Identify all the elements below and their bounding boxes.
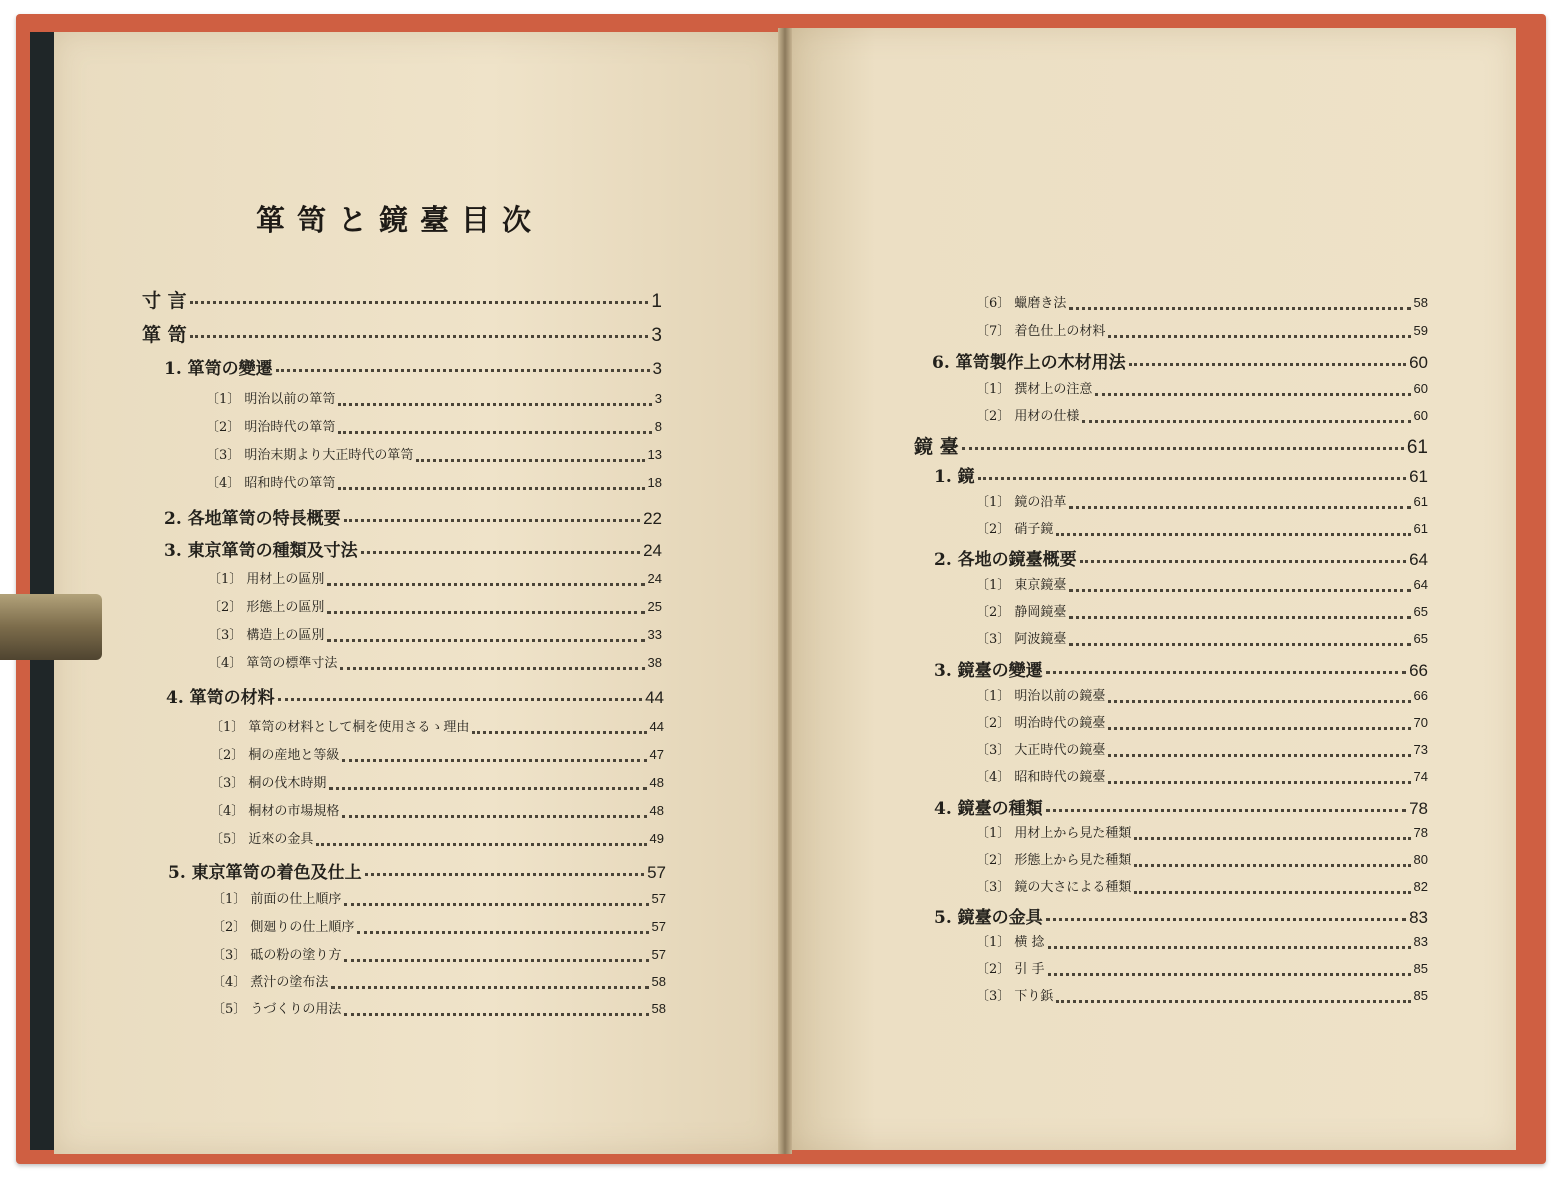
toc-entry-label: 1. 鏡 [934,467,975,487]
toc-entry-page: 65 [1413,604,1428,619]
toc-entry-page: 57 [651,919,666,934]
toc-entry-label: 〔3〕 桐の伐木時期 [210,776,327,791]
toc-entry [976,849,1428,873]
toc-leader [365,873,644,876]
toc-entry-page: 25 [647,599,662,614]
page-clip [0,594,102,660]
toc-leader [344,1013,648,1016]
toc-entry [210,772,664,796]
toc-entry [976,958,1428,982]
toc-entry [934,462,1428,486]
toc-leader [342,759,646,762]
toc-entry [164,354,662,378]
toc-entry-label: 2. 各地箪笥の特長概要 [164,509,341,529]
toc-entry-page: 57 [651,891,666,906]
toc-entry [934,794,1428,818]
toc-leader [357,931,648,934]
toc-entry-label: 〔5〕 うづくりの用法 [212,1002,342,1017]
toc-entry-page: 18 [647,475,662,490]
toc-entry-page: 48 [649,775,664,790]
toc-entry-label: 〔7〕 着色仕上の材料 [976,324,1106,339]
toc-entry-page: 64 [1409,550,1428,569]
toc-entry-label: 〔2〕 硝子鏡 [976,522,1054,537]
toc-entry-page: 64 [1413,577,1428,592]
toc-entry-page: 66 [1413,688,1428,703]
toc-entry [206,472,662,496]
toc-entry-page: 1 [651,291,662,312]
toc-entry-label: 〔1〕 用材上から見た種類 [976,826,1132,841]
toc-entry-label: 〔1〕 用材上の區別 [208,572,325,587]
toc-entry-label: 〔1〕 鏡の沿革 [976,495,1067,510]
toc-entry [208,652,662,676]
toc-leader [1108,727,1410,730]
toc-leader [1108,781,1410,784]
toc-entry [976,685,1428,709]
toc-entry-label: 〔1〕 東京鏡臺 [976,578,1067,593]
toc-entry [212,916,666,940]
toc-entry-page: 3 [651,325,662,346]
toc-entry-label: 〔1〕 撰材上の注意 [976,382,1093,397]
toc-entry [206,388,662,412]
toc-entry-label: 〔4〕 昭和時代の箪笥 [206,476,336,491]
toc-leader [962,447,1404,450]
toc-entry [208,596,662,620]
toc-leader [190,335,649,338]
toc-entry-label: 〔2〕 側廻りの仕上順序 [212,920,355,935]
toc-entry [212,971,666,995]
toc-entry-page: 58 [651,1001,666,1016]
toc-leader [1069,506,1410,509]
toc-leader [278,698,642,701]
toc-entry-label: 〔1〕 前面の仕上順序 [212,892,342,907]
toc-leader [1046,671,1406,674]
toc-entry [976,628,1428,652]
toc-entry-label: 〔2〕 桐の産地と等級 [210,748,340,763]
toc-entry-label: 〔3〕 大正時代の鏡臺 [976,743,1106,758]
toc-entry-page: 61 [1406,437,1428,458]
toc-leader [1134,891,1410,894]
toc-entry-page: 49 [649,831,664,846]
toc-leader [331,986,648,989]
toc-entry-page: 3 [652,359,662,378]
toc-entry-page: 59 [1413,323,1428,338]
toc-entry [142,286,662,310]
toc-entry-label: 〔6〕 蠟磨き法 [976,296,1067,311]
toc-entry [210,800,664,824]
toc-entry [976,491,1428,515]
toc-leader [1069,589,1410,592]
toc-entry-label: 〔1〕 箪笥の材料として桐を使用さるゝ理由 [210,720,470,735]
toc-entry [976,405,1428,429]
toc-leader [1056,533,1410,536]
toc-leader [1080,560,1406,563]
toc-entry-page: 58 [1413,295,1428,310]
toc-entry-page: 60 [1413,381,1428,396]
toc-leader [1082,420,1410,423]
toc-entry-page: 83 [1413,934,1428,949]
toc-leader [1046,918,1406,921]
toc-entry-label: 〔2〕 形態上の區別 [208,600,325,615]
toc-entry-label: 箪 笥 [142,324,187,346]
toc-entry-label: 〔2〕 用材の仕様 [976,409,1080,424]
toc-entry-label: 〔3〕 砥の粉の塗り方 [212,948,342,963]
toc-leader [327,583,644,586]
toc-entry-label: 〔2〕 明治時代の鏡臺 [976,716,1106,731]
toc-entry-label: 〔1〕 明治以前の箪笥 [206,392,336,407]
toc-entry [976,601,1428,625]
toc-leader [978,477,1406,480]
toc-entry-label: 5. 東京箪笥の着色及仕上 [168,863,362,883]
toc-entry-label: 〔4〕 煮汁の塗布法 [212,975,329,990]
toc-entry-page: 61 [1409,467,1428,486]
toc-entry [976,712,1428,736]
toc-entry-label: 6. 箪笥製作上の木材用法 [932,353,1126,373]
toc-entry [976,822,1428,846]
toc-leader [1069,643,1410,646]
toc-entry-page: 82 [1413,879,1428,894]
toc-entry [208,624,662,648]
toc-entry-label: 〔3〕 鏡の大さによる種類 [976,880,1132,895]
toc-entry-page: 47 [649,747,664,762]
toc-entry-page: 38 [647,655,662,670]
toc-entry [976,378,1428,402]
toc-entry [212,944,666,968]
toc-entry-page: 74 [1413,769,1428,784]
toc-entry [976,985,1428,1009]
toc-entry [166,683,664,707]
toc-entry [976,739,1428,763]
toc-leader [1108,700,1410,703]
toc-entry-label: 3. 東京箪笥の種類及寸法 [164,541,358,561]
toc-entry-label: 〔1〕 横 捻 [976,935,1045,950]
toc-leader [316,843,646,846]
toc-entry [976,292,1428,316]
toc-entry-label: 2. 各地の鏡臺概要 [934,550,1077,570]
page-gutter [778,28,792,1154]
toc-entry-label: 〔1〕 明治以前の鏡臺 [976,689,1106,704]
toc-entry-label: 〔4〕 箪笥の標準寸法 [208,656,338,671]
page-title: 箪笥と鏡臺目次 [256,203,544,237]
toc-leader [1108,754,1410,757]
toc-entry-page: 85 [1413,961,1428,976]
toc-entry-page: 3 [654,391,662,406]
toc-entry [164,504,662,528]
toc-entry-page: 73 [1413,742,1428,757]
toc-leader [190,301,649,304]
toc-entry-page: 83 [1409,908,1428,927]
toc-leader [344,959,648,962]
toc-entry [212,998,666,1022]
toc-leader [327,611,644,614]
toc-entry [142,320,662,344]
toc-entry [210,716,664,740]
toc-entry [976,518,1428,542]
toc-entry-label: 3. 鏡臺の變遷 [934,661,1043,681]
toc-entry-page: 61 [1413,494,1428,509]
toc-entry-page: 80 [1413,852,1428,867]
toc-leader [1056,1000,1410,1003]
toc-leader [416,459,644,462]
toc-entry-label: 鏡 臺 [914,436,959,458]
toc-entry-page: 13 [647,447,662,462]
toc-entry-page: 78 [1409,799,1428,818]
toc-entry [976,931,1428,955]
toc-leader [327,639,644,642]
toc-entry-label: 4. 鏡臺の種類 [934,799,1043,819]
toc-entry [168,858,666,882]
toc-entry-label: 〔3〕 阿波鏡臺 [976,632,1067,647]
toc-entry [976,766,1428,790]
toc-leader [344,519,640,522]
toc-leader [338,431,651,434]
toc-entry-page: 65 [1413,631,1428,646]
toc-leader [1129,363,1406,366]
toc-leader [1108,335,1410,338]
toc-entry-label: 〔2〕 形態上から見た種類 [976,853,1132,868]
toc-entry [932,348,1428,372]
toc-entry [210,828,664,852]
toc-leader [329,787,646,790]
toc-entry-page: 58 [651,974,666,989]
toc-leader [361,551,640,554]
toc-entry-page: 66 [1409,661,1428,680]
toc-entry [212,888,666,912]
toc-entry [934,903,1428,927]
toc-entry [976,574,1428,598]
toc-entry-page: 60 [1413,408,1428,423]
toc-entry-page: 78 [1413,825,1428,840]
toc-leader [276,369,650,372]
toc-leader [342,815,646,818]
toc-entry-label: 〔2〕 引 手 [976,962,1045,977]
toc-entry-page: 48 [649,803,664,818]
toc-entry-label: 〔3〕 下り鋲 [976,989,1054,1004]
toc-leader [1095,393,1410,396]
toc-entry-page: 22 [643,509,662,528]
toc-entry-page: 57 [647,863,666,882]
toc-entry-page: 33 [647,627,662,642]
toc-entry-page: 60 [1409,353,1428,372]
toc-leader [1069,307,1410,310]
toc-leader [1048,973,1411,976]
toc-entry [206,444,662,468]
toc-entry-label: 4. 箪笥の材料 [166,688,275,708]
toc-leader [1046,809,1406,812]
toc-entry-page: 24 [647,571,662,586]
toc-entry-page: 8 [654,419,662,434]
toc-entry-label: 〔4〕 昭和時代の鏡臺 [976,770,1106,785]
toc-entry-label: 〔3〕 構造上の區別 [208,628,325,643]
toc-leader [344,903,648,906]
toc-entry [210,744,664,768]
toc-leader [340,667,644,670]
toc-entry [208,568,662,592]
toc-leader [338,487,644,490]
toc-entry-label: 〔5〕 近來の金具 [210,832,314,847]
toc-entry-page: 85 [1413,988,1428,1003]
toc-leader [1134,837,1410,840]
toc-entry-label: 寸 言 [142,290,187,312]
toc-entry-page: 44 [645,688,664,707]
toc-leader [472,731,646,734]
toc-entry [934,656,1428,680]
toc-leader [338,403,651,406]
toc-entry [976,320,1428,344]
toc-entry-label: 〔2〕 明治時代の箪笥 [206,420,336,435]
toc-entry [206,416,662,440]
toc-leader [1134,864,1410,867]
toc-entry-label: 1. 箪笥の變遷 [164,359,273,379]
toc-entry-label: 〔4〕 桐材の市場規格 [210,804,340,819]
toc-entry-label: 〔2〕 静岡鏡臺 [976,605,1067,620]
toc-entry-page: 61 [1413,521,1428,536]
toc-entry-page: 70 [1413,715,1428,730]
toc-leader [1069,616,1410,619]
toc-leader [1048,946,1411,949]
toc-entry [914,432,1428,456]
toc-entry-label: 〔3〕 明治末期より大正時代の箪笥 [206,448,414,463]
toc-entry-page: 44 [649,719,664,734]
toc-entry [164,536,662,560]
toc-entry [976,876,1428,900]
toc-entry-label: 5. 鏡臺の金具 [934,908,1043,928]
toc-entry-page: 24 [643,541,662,560]
toc-entry-page: 57 [651,947,666,962]
toc-entry [934,545,1428,569]
